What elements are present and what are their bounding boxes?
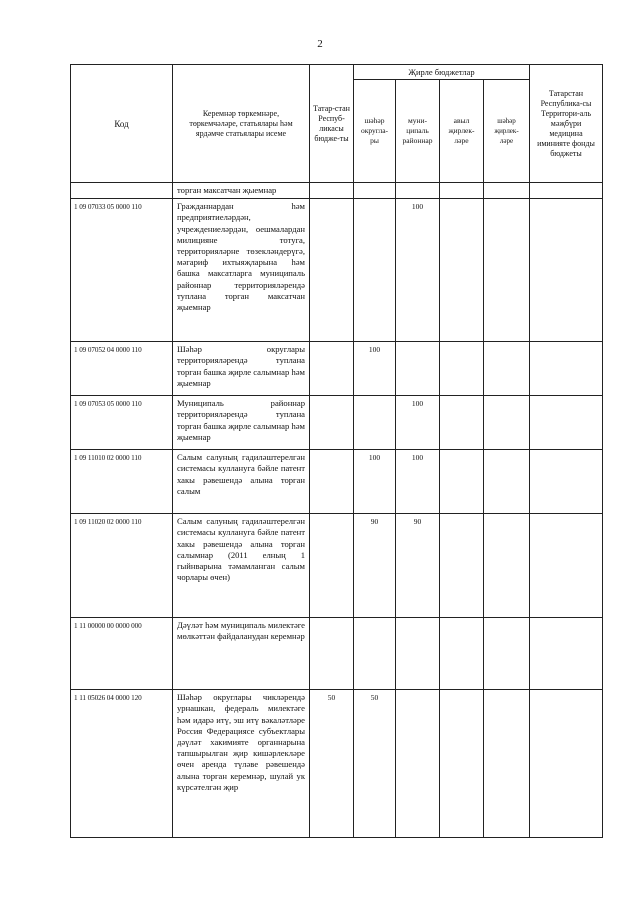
row-rt-value (310, 514, 354, 618)
row-code: 1 11 05026 04 0000 120 (71, 690, 173, 838)
row-tfoms-value (530, 618, 603, 690)
row-rural-value (440, 183, 484, 199)
table-row (71, 618, 603, 690)
row-municipal-value (396, 183, 440, 199)
row-city-value: 100 (354, 450, 396, 514)
row-code: 1 11 00000 00 0000 000 (71, 618, 173, 690)
row-rural-value (440, 450, 484, 514)
row-city-value: 50 (354, 690, 396, 838)
row-rt-value (310, 199, 354, 342)
row-tfoms-value (530, 342, 603, 396)
row-rt-value (310, 618, 354, 690)
row-tfoms-value (530, 450, 603, 514)
row-rt-value (310, 450, 354, 514)
row-municipal-value (396, 618, 440, 690)
header-name: Керемнәр төркемнәре, төркемчәләре, статьялары һәм ярдәмче статьялары исеме (173, 65, 310, 183)
row-tfoms-value (530, 514, 603, 618)
table-row (71, 342, 603, 396)
row-city-value (354, 396, 396, 450)
table-row (71, 396, 603, 450)
row-rt-value (310, 396, 354, 450)
row-municipal-value (396, 690, 440, 838)
row-rural-value (440, 342, 484, 396)
row-tfoms-value (530, 396, 603, 450)
row-urban-value (484, 342, 530, 396)
row-rural-value (440, 618, 484, 690)
row-name: Салым салуның гадиләштерелгән системасы кулланугa бәйле патент хакы рәвешендә алына торган салымнар (2011 елның 1 гыйнварына тәмамланган салым чорлары өчен) (173, 514, 310, 618)
row-urban-value (484, 514, 530, 618)
header-rural-settlements: авыл җирлек-ләре (440, 80, 484, 183)
row-city-value: 90 (354, 514, 396, 618)
row-rt-value (310, 183, 354, 199)
row-urban-value (484, 618, 530, 690)
table-row (71, 199, 603, 342)
row-city-value (354, 199, 396, 342)
header-tfoms-budget: Татарстан Республика-сы Территори-аль мәҗбүри медицина иминияте фонды бюджеты (530, 65, 603, 183)
row-code: 1 09 07033 05 0000 110 (71, 199, 173, 342)
row-municipal-value: 100 (396, 450, 440, 514)
row-city-value: 100 (354, 342, 396, 396)
row-rural-value (440, 514, 484, 618)
header-municipal-districts: муни-ципаль районнар (396, 80, 440, 183)
table-row (71, 183, 603, 199)
header-urban-settlements: шәһәр җирлек-ләре (484, 80, 530, 183)
header-local-budgets: Җирле бюджетлар (354, 65, 530, 80)
budget-distribution-table (70, 64, 603, 838)
row-municipal-value: 100 (396, 396, 440, 450)
row-tfoms-value (530, 199, 603, 342)
row-code: 1 09 11020 02 0000 110 (71, 514, 173, 618)
row-urban-value (484, 450, 530, 514)
row-name: Шәһәр округлары чикләрендә урнашкан, федераль милектәге һәм идарә итү, эш итү вәкаләтләре Россия Федерациясе субъектлары дәүләт хакимияте органнарына тапшырылган җир кишәрлекләре өчен аренда түләве рәвешендә алына торган керемнәр, шулай ук күрсәтелгән җир (173, 690, 310, 838)
row-rt-value: 50 (310, 690, 354, 838)
row-name: Шәһәр округлары территорияләрендә туплана торган башка җирле салымнар һәм җыемнар (173, 342, 310, 396)
row-municipal-value: 100 (396, 199, 440, 342)
row-rural-value (440, 690, 484, 838)
row-city-value (354, 183, 396, 199)
row-municipal-value: 90 (396, 514, 440, 618)
table-row (71, 450, 603, 514)
row-urban-value (484, 183, 530, 199)
row-code (71, 183, 173, 199)
row-municipal-value (396, 342, 440, 396)
row-code: 1 09 11010 02 0000 110 (71, 450, 173, 514)
row-name: Муниципаль районнар территорияләрендә туплана торган башка җирле салымнар һәм җыемнар (173, 396, 310, 450)
row-tfoms-value (530, 183, 603, 199)
row-rt-value (310, 342, 354, 396)
header-rt-budget: Татар-стан Респуб-ликасы бюдже-ты (310, 65, 354, 183)
table-row (71, 514, 603, 618)
page-number: 2 (317, 38, 323, 50)
row-name: торган максатчан җыемнар (173, 183, 310, 199)
row-code: 1 09 07053 05 0000 110 (71, 396, 173, 450)
row-urban-value (484, 396, 530, 450)
row-tfoms-value (530, 690, 603, 838)
row-urban-value (484, 199, 530, 342)
row-name: Гражданнардан һәм предприятиеләрдән, учреждениеләрдән, оешмалардан милицияне тотуга, территорияләрне төзекләндерүгә, мәгариф ихтыяҗларына һәм башка максатларга муниципаль районнар территорияләрендә туплана торган максатчан җыемнар (173, 199, 310, 342)
row-city-value (354, 618, 396, 690)
row-urban-value (484, 690, 530, 838)
header-city-districts: шәһәр округла-ры (354, 80, 396, 183)
row-name: Дәүләт һәм муниципаль милектәге мөлкәттән файдаланудан керемнәр (173, 618, 310, 690)
row-name: Салым салуның гадиләштерелгән системасы кулланугa бәйле патент хакы рәвешендә алына торган салым (173, 450, 310, 514)
header-code: Код (71, 65, 173, 183)
row-rural-value (440, 199, 484, 342)
table-row (71, 690, 603, 838)
row-code: 1 09 07052 04 0000 110 (71, 342, 173, 396)
row-rural-value (440, 396, 484, 450)
